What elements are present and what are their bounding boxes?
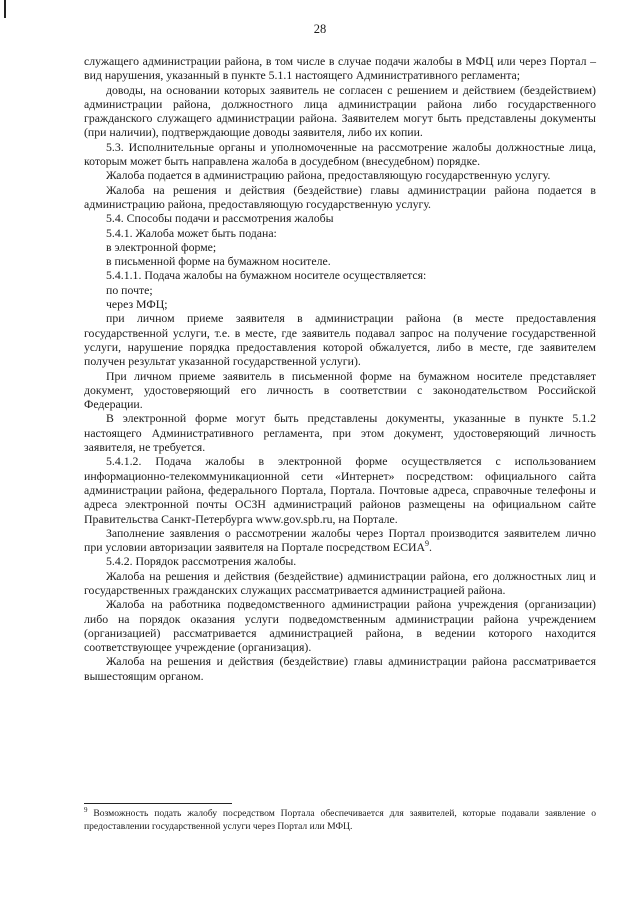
section-heading: 5.4. Способы подачи и рассмотрения жалобы bbox=[106, 211, 334, 226]
paragraph: 5.4.1. Жалоба может быть подана: bbox=[106, 225, 277, 240]
section-heading: 5.4.2. Порядок рассмотрения жалобы. bbox=[106, 554, 297, 569]
paragraph: Жалоба на решения и действия (бездействие) администрации района, его должностных лиц и государственных гражданских служащих рассматривается администрацией района. bbox=[84, 568, 596, 597]
list-item: по почте; bbox=[106, 282, 153, 297]
page-number: 28 bbox=[313, 22, 327, 36]
footnote-reference: 9 bbox=[424, 539, 429, 549]
paragraph: При личном приеме заявитель в письменной форме на бумажном носителе представляет документ, удостоверяющий его личность в соответствии с законодательством Российской Федерации. bbox=[84, 368, 596, 412]
list-item: через МФЦ; bbox=[106, 297, 168, 312]
footnote-text: Возможность подать жалобу посредством Портала обеспечивается для заявителей, которые подавали заявление о предоставлении государственной услуги через Портал или МФЦ. bbox=[84, 808, 596, 832]
paragraph: 5.4.1.2. Подача жалобы в электронной форме осуществляется с использованием информационно-телекоммуникационной сети «Интернет» посредством: официального сайта администрации района, федерального Портала, Портала. Почтовые адреса, справочные телефоны и адреса электронной почты ОСЗН администраций районов размещены на официальном сайте Правительства Санкт-Петербурга www.gov.spb.ru, на Портале. bbox=[84, 454, 596, 526]
paragraph-with-footnote bbox=[84, 526, 596, 555]
footnote bbox=[84, 805, 596, 833]
footnote-separator bbox=[84, 803, 232, 804]
paragraph-text: Заполнение заявления о рассмотрении жалобы через Портал производится заявителем лично при условии авторизации заявителя на Портале посредством ЕСИА bbox=[84, 525, 596, 555]
paragraph: Жалоба на работника подведомственного администрации района учреждения (организации) либо на порядок оказания услуги подведомственным администрации района учреждением (организацией) рассматривается администрацией района, в ведении которого находится соответствующее учреждение (организация). bbox=[84, 597, 596, 655]
paragraph: доводы, на основании которых заявитель не согласен с решением и действием (бездействием) администрации района, должностного лица администрации района либо государственного гражданского служащего администрации района. Заявителем могут быть представлены документы (при наличии), подтверждающие доводы заявителя, либо их копии. bbox=[84, 82, 596, 140]
paragraph: служащего администрации района, в том числе в случае подачи жалобы в МФЦ или через Портал – вид нарушения, указанный в пункте 5.1.1 настоящего Административного регламента; bbox=[84, 54, 596, 83]
paragraph: при личном приеме заявителя в администрации района (в месте предоставления государственной услуги, т.е. в месте, где заявитель подавал запрос на получение государственной услуги, нарушение порядка предоставления которой обжалуется, либо в месте, где заявителем получен результат указанной государственной услуги). bbox=[84, 311, 596, 369]
footnote-marker: 9 bbox=[84, 805, 88, 814]
paragraph: 5.4.1.1. Подача жалобы на бумажном носителе осуществляется: bbox=[106, 268, 427, 283]
paragraph-tail: . bbox=[428, 540, 432, 555]
paragraph: В электронной форме могут быть представлены документы, указанные в пункте 5.1.2 настоящего Административного регламента, при этом документ, удостоверяющий личность заявителя, не требуется. bbox=[84, 411, 596, 455]
paragraph: Жалоба подается в администрацию района, предоставляющую государственную услугу. bbox=[106, 168, 551, 183]
scan-edge-mark bbox=[4, 0, 6, 18]
document-body bbox=[84, 54, 596, 683]
list-item: в письменной форме на бумажном носителе. bbox=[106, 254, 331, 269]
list-item: в электронной форме; bbox=[106, 239, 217, 254]
section-heading: 5.3. Исполнительные органы и уполномоченные на рассмотрение жалобы должностные лица, которым может быть направлена жалоба в досудебном (внесудебном) порядке. bbox=[84, 139, 596, 169]
paragraph: Жалоба на решения и действия (бездействие) главы администрации района подается в администрацию района, предоставляющую государственную услугу. bbox=[84, 182, 596, 211]
paragraph: Жалоба на решения и действия (бездействие) главы администрации района рассматривается вышестоящим органом. bbox=[84, 654, 596, 683]
